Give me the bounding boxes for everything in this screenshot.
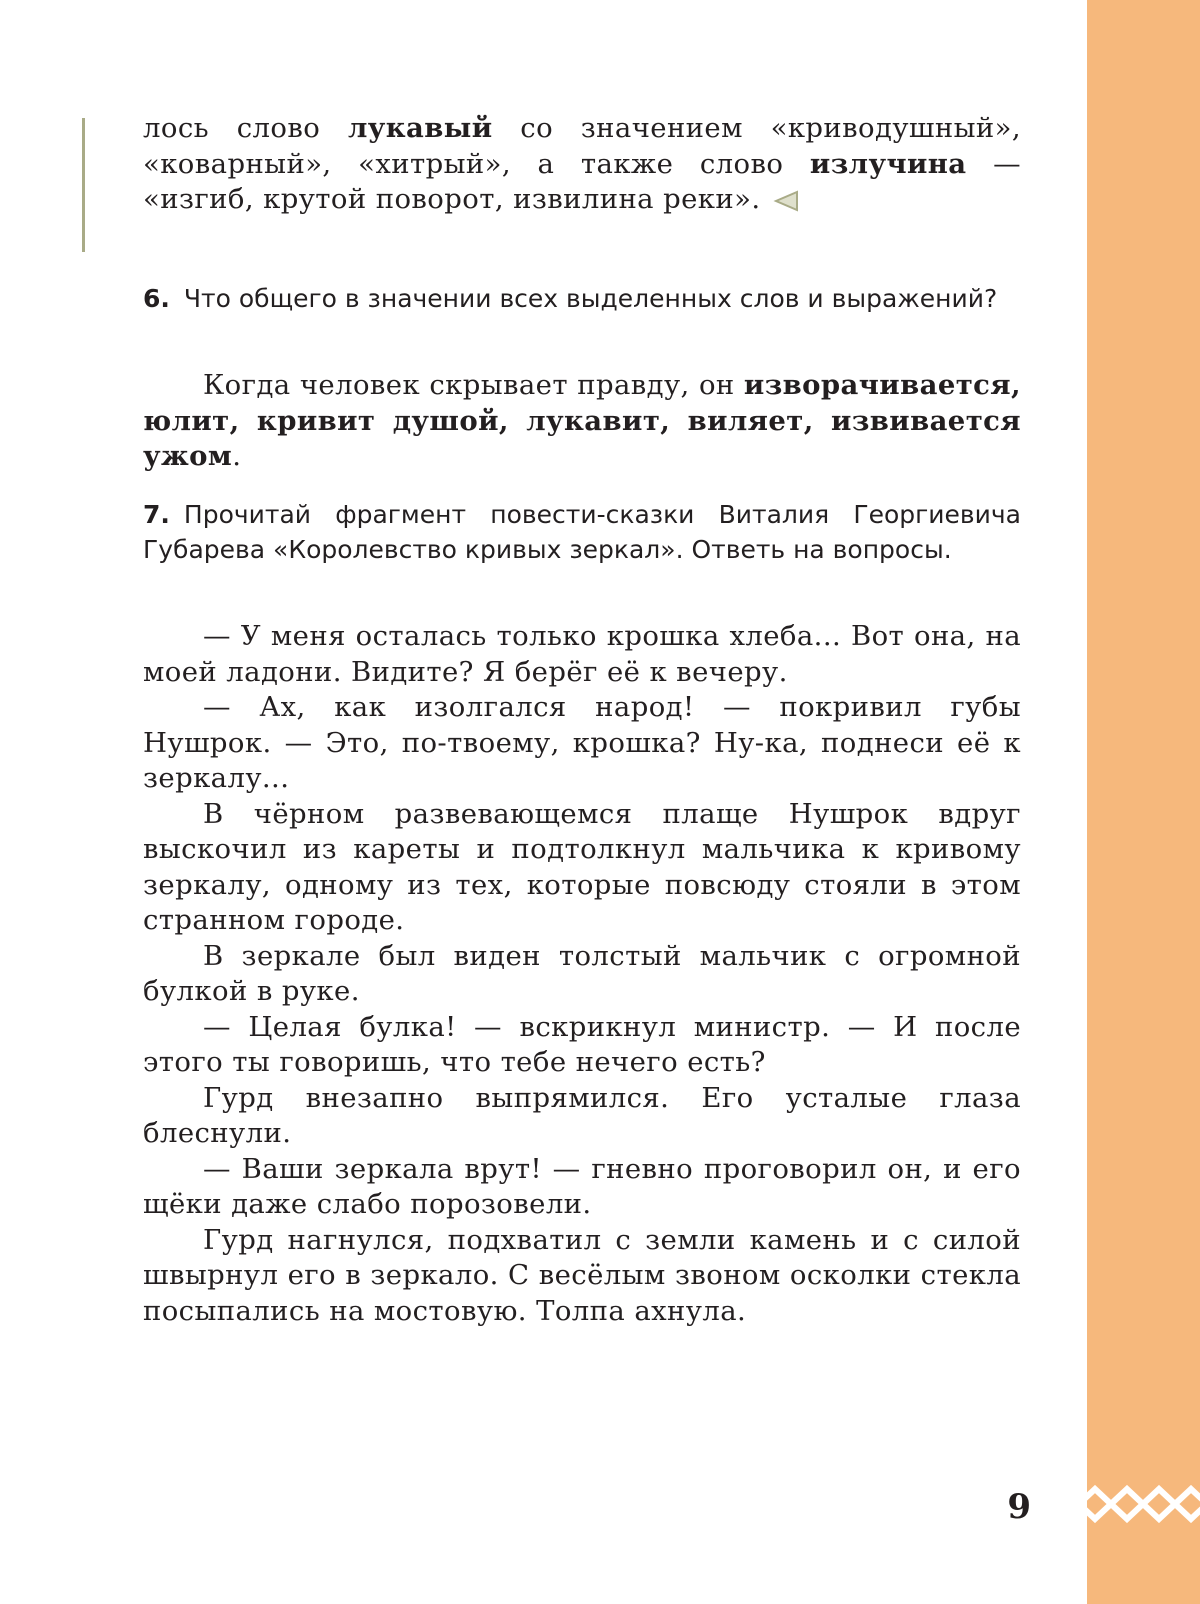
excerpt-paragraph: — У меня осталась только крошка хлеба... Вот она, на моей ладони. Видите? Я берёг её к вечеру. bbox=[143, 620, 1021, 688]
intro-paragraph: лось слово лукавый со значением «криводушный», «коварный», «хитрый», а также слово излучина — «изгиб, крутой поворот, извилина реки». bbox=[143, 112, 1021, 215]
task-7 bbox=[143, 497, 1021, 567]
highlighted-word: лукавый bbox=[347, 112, 493, 144]
page-number: 9 bbox=[1007, 1487, 1031, 1527]
task-prompt: Прочитай фрагмент повести-сказки Виталия Георгиевича Губарева «Королевство кривых зеркал». Ответь на вопросы. bbox=[143, 500, 1021, 564]
highlighted-word: излучина bbox=[809, 147, 967, 180]
story-excerpt bbox=[143, 619, 1021, 1329]
task-question: Что общего в значении всех выделенных слов и выражений? bbox=[183, 284, 998, 313]
excerpt-paragraph: — Ах, как изолгался народ! — покривил губы Нушрок. — Это, по-твоему, крошка? Ну-ка, поднеси её к зеркалу... bbox=[143, 691, 1021, 794]
highlighted-phrase: изворачивается, юлит, кривит душой, лукавит, виляет, извивается ужом bbox=[143, 369, 1021, 472]
ornament-icon bbox=[1087, 1484, 1200, 1524]
task-6 bbox=[143, 281, 1021, 316]
excerpt-paragraph: — Целая булка! — вскрикнул министр. — И после этого ты говоришь, что тебе нечего есть? bbox=[143, 1010, 1021, 1078]
excerpt-paragraph: В зеркале был виден толстый мальчик с огромной булкой в руке. bbox=[143, 939, 1021, 1007]
excerpt-paragraph: В чёрном развевающемся плаще Нушрок вдруг выскочил из кареты и подтолкнул мальчика к кривому зеркалу, одному из тех, которые повсюду стояли в этом странном городе. bbox=[143, 797, 1021, 936]
side-band bbox=[1087, 0, 1200, 1604]
task-number: 7. bbox=[143, 500, 170, 529]
excerpt-paragraph: — Ваши зеркала врут! — гневно проговорил он, и его щёки даже слабо порозовели. bbox=[143, 1152, 1021, 1220]
task-6-answer: Когда человек скрывает правду, он изворачивается, юлит, кривит душой, лукавит, виляет, извивается ужом. bbox=[143, 369, 1021, 472]
margin-rule bbox=[82, 118, 85, 252]
triangle-left-icon bbox=[773, 190, 799, 212]
task-number: 6. bbox=[143, 284, 170, 313]
excerpt-paragraph: Гурд нагнулся, подхватил с земли камень и с силой швырнул его в зеркало. С весёлым звоном осколки стекла посыпались на мостовую. Толпа ахнула. bbox=[143, 1223, 1021, 1327]
excerpt-paragraph: Гурд внезапно выпрямился. Его усталые глаза блеснули. bbox=[143, 1081, 1021, 1149]
